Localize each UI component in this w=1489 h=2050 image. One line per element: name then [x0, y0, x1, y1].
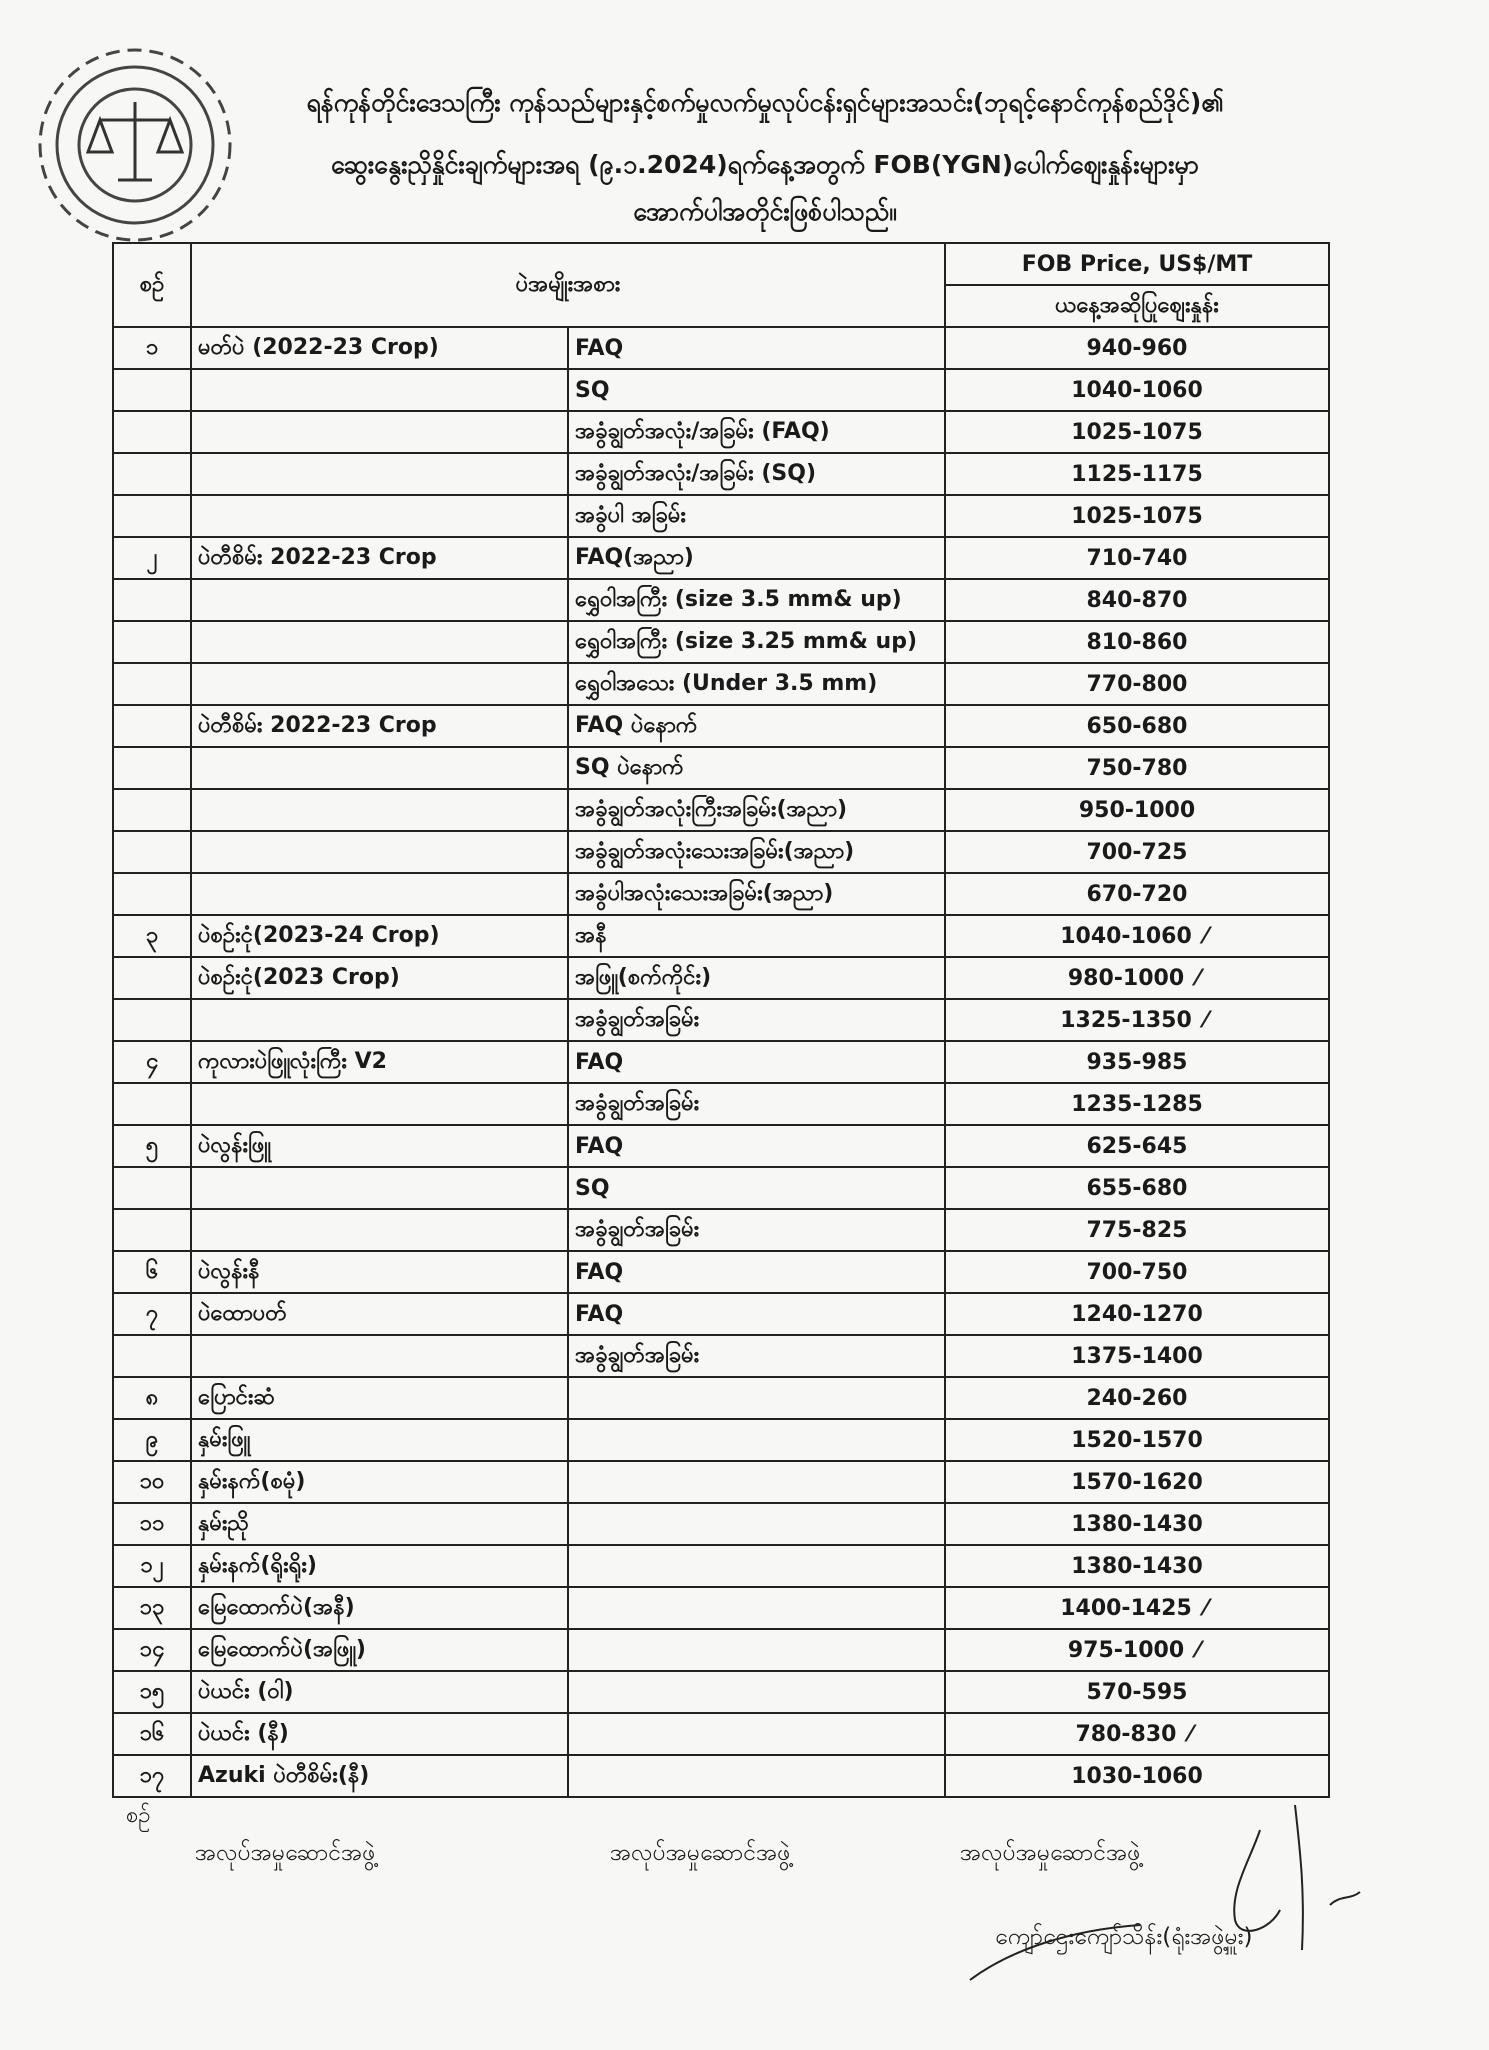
row-grade [568, 873, 945, 915]
row-name [191, 1125, 568, 1167]
row-no [113, 1125, 191, 1167]
row-price-text: 750-780 [1086, 755, 1188, 781]
row-price-text: 1570-1620 [1071, 1469, 1203, 1495]
row-grade-text: အခွံချွတ်အခြမ်း [575, 1006, 700, 1032]
row-grade-text: အခွံချွတ်အခြမ်း [575, 1216, 700, 1242]
row-no [113, 1419, 191, 1461]
row-price-text: 1235-1285 [1071, 1091, 1203, 1117]
row-name [191, 873, 568, 915]
row-no [113, 1041, 191, 1083]
row-price-text: 810-860 [1086, 629, 1188, 655]
table-row [113, 1083, 1329, 1125]
row-name [191, 1083, 568, 1125]
table-row [113, 1251, 1329, 1293]
row-price [945, 621, 1329, 663]
row-price-text: 940-960 [1086, 335, 1188, 361]
table-row [113, 1125, 1329, 1167]
table-row [113, 999, 1329, 1041]
row-grade-text: ရွှေဝါအကြီး (size 3.5 mm& up) [575, 586, 902, 612]
row-no [113, 621, 191, 663]
row-price-text: 1025-1075 [1071, 503, 1203, 529]
row-price [945, 1167, 1329, 1209]
row-price [945, 1713, 1329, 1755]
row-price-text: 950-1000 [1078, 797, 1196, 823]
row-price-text: 710-740 [1086, 545, 1188, 571]
row-no-text: ၁၃ [139, 1594, 165, 1620]
row-price-text: 1375-1400 [1071, 1343, 1203, 1369]
row-no-text: ၁၆ [139, 1720, 165, 1746]
row-price [945, 915, 1329, 957]
row-price [945, 1377, 1329, 1419]
row-no-text: ၁၂ [140, 1552, 164, 1578]
table-row [113, 621, 1329, 663]
row-price [945, 369, 1329, 411]
price-table-body [113, 327, 1329, 1797]
row-no [113, 537, 191, 579]
row-no [113, 915, 191, 957]
row-price-text: 1125-1175 [1071, 461, 1203, 487]
row-price [945, 327, 1329, 369]
row-grade [568, 831, 945, 873]
row-no [113, 1083, 191, 1125]
row-no [113, 999, 191, 1041]
footer-label: စဉ် [126, 1803, 151, 1828]
row-no-text: ၄ [145, 1048, 159, 1074]
row-no-text: ၂ [146, 544, 158, 570]
check-mark-icon: ⁄ [1196, 965, 1200, 991]
row-no-text: ၅ [145, 1132, 159, 1158]
row-name [191, 1671, 568, 1713]
signatory-name: ကျော်ဌေးကျော်သိန်း(ရုံးအဖွဲ့မှူး) [995, 1924, 1253, 1950]
row-grade [568, 621, 945, 663]
row-price [945, 1503, 1329, 1545]
row-grade-text: SQ [575, 377, 610, 403]
table-row [113, 1335, 1329, 1377]
table-row [113, 1419, 1329, 1461]
row-no-text: ၉ [145, 1426, 159, 1452]
handwritten-signature [950, 1800, 1390, 2050]
row-price [945, 579, 1329, 621]
row-grade [568, 1713, 945, 1755]
row-grade-text: FAQ [575, 1259, 624, 1285]
row-price-text: 700-750 [1086, 1259, 1188, 1285]
check-mark-icon: ⁄ [1196, 1637, 1200, 1663]
signature-label-1: အလုပ်အမှုဆောင်အဖွဲ့ [195, 1840, 376, 1866]
row-price [945, 1419, 1329, 1461]
row-grade-text: FAQ [575, 1301, 624, 1327]
row-grade-text: SQ [575, 1175, 610, 1201]
table-row [113, 1293, 1329, 1335]
row-price-text: 780-830 [1075, 1721, 1177, 1747]
row-price-text: 240-260 [1086, 1385, 1188, 1411]
row-no [113, 1167, 191, 1209]
row-grade-text: အနီ [575, 922, 607, 948]
document-heading-line-3: အောက်ပါအတိုင်းဖြစ်ပါသည်။ [633, 197, 897, 226]
row-grade-text: ရွှေဝါအကြီး (size 3.25 mm& up) [575, 628, 917, 654]
row-grade [568, 1461, 945, 1503]
table-row [113, 1461, 1329, 1503]
row-name [191, 999, 568, 1041]
row-grade [568, 1209, 945, 1251]
row-price [945, 831, 1329, 873]
row-name-text: ပဲတီစိမ်း 2022-23 Crop [198, 712, 437, 738]
row-no-text: ၃ [145, 922, 159, 948]
row-price-text: 770-800 [1086, 671, 1188, 697]
row-no-text: ၁၄ [139, 1636, 165, 1662]
row-name [191, 411, 568, 453]
row-no [113, 1335, 191, 1377]
row-name [191, 1335, 568, 1377]
row-name-text: ပဲယင်း (နီ) [198, 1720, 289, 1746]
col-header-price: FOB Price, US$/MT [945, 243, 1329, 285]
row-price-text: 1025-1075 [1071, 419, 1203, 445]
row-no [113, 747, 191, 789]
row-name [191, 495, 568, 537]
row-grade-text: အခွံချွတ်အလုံး/အခြမ်း (SQ) [575, 460, 817, 486]
row-grade [568, 1125, 945, 1167]
row-name-text: ပဲထောပတ် [198, 1300, 287, 1326]
row-grade [568, 999, 945, 1041]
row-no [113, 1671, 191, 1713]
row-name [191, 537, 568, 579]
row-price [945, 1125, 1329, 1167]
row-grade-text: အခွံချွတ်အခြမ်း [575, 1342, 700, 1368]
row-name [191, 1503, 568, 1545]
table-row [113, 369, 1329, 411]
row-no [113, 873, 191, 915]
check-mark-icon: ⁄ [1188, 1721, 1193, 1747]
row-grade [568, 1377, 945, 1419]
row-name [191, 831, 568, 873]
row-name [191, 579, 568, 621]
row-name [191, 1713, 568, 1755]
row-name-text: ပဲစဉ်းငုံ(2023 Crop) [198, 964, 400, 990]
col-header-name: ပဲအမျိုးအစား [191, 243, 945, 327]
table-row [113, 579, 1329, 621]
row-price [945, 1293, 1329, 1335]
row-no-text: ၁၀ [139, 1468, 165, 1494]
row-no-text: ၆ [145, 1258, 159, 1284]
row-price-text: 1040-1060 [1060, 923, 1192, 949]
row-price [945, 1461, 1329, 1503]
row-price-text: 670-720 [1086, 881, 1188, 907]
row-name [191, 1629, 568, 1671]
row-price [945, 999, 1329, 1041]
row-no [113, 1755, 191, 1797]
signature-label-2: အလုပ်အမှုဆောင်အဖွဲ့ [610, 1840, 791, 1866]
row-grade [568, 1083, 945, 1125]
row-no [113, 1503, 191, 1545]
row-price [945, 1629, 1329, 1671]
table-row [113, 1755, 1329, 1797]
table-row [113, 1167, 1329, 1209]
row-no [113, 327, 191, 369]
table-row [113, 1587, 1329, 1629]
row-grade-text: အဖြူ(စက်ကိုင်း) [575, 964, 712, 990]
row-no-text: ၁၁ [139, 1510, 165, 1536]
table-row [113, 1713, 1329, 1755]
row-no [113, 453, 191, 495]
col-header-no: စဉ် [113, 243, 191, 327]
row-grade [568, 705, 945, 747]
row-name-text: ပဲစဉ်းငုံ(2023-24 Crop) [198, 922, 440, 948]
row-name [191, 621, 568, 663]
table-row [113, 1545, 1329, 1587]
row-price [945, 1083, 1329, 1125]
table-row [113, 789, 1329, 831]
row-name [191, 327, 568, 369]
row-name-text: Azuki ပဲတီစိမ်း(နီ) [198, 1762, 370, 1788]
price-table [112, 242, 1330, 1798]
row-no [113, 957, 191, 999]
row-price-text: 700-725 [1086, 839, 1188, 865]
row-name [191, 1209, 568, 1251]
row-no-text: ၁၇ [139, 1762, 165, 1788]
row-price-text: 570-595 [1086, 1679, 1188, 1705]
table-row [113, 1209, 1329, 1251]
row-no [113, 789, 191, 831]
row-grade [568, 1671, 945, 1713]
row-price [945, 789, 1329, 831]
row-no [113, 831, 191, 873]
row-price-text: 650-680 [1086, 713, 1188, 739]
row-grade [568, 1293, 945, 1335]
row-name-text: မြေထောက်ပဲ(အနီ) [198, 1594, 355, 1620]
row-grade [568, 453, 945, 495]
row-price [945, 1755, 1329, 1797]
row-price-text: 655-680 [1086, 1175, 1188, 1201]
row-grade-text: အခွံချွတ်အလုံး/အခြမ်း (FAQ) [575, 418, 830, 444]
row-no [113, 705, 191, 747]
check-mark-icon: ⁄ [1203, 1007, 1208, 1033]
row-price [945, 1335, 1329, 1377]
row-grade-text: ရွှေဝါအသေး (Under 3.5 mm) [575, 670, 878, 696]
row-name [191, 915, 568, 957]
row-name [191, 1377, 568, 1419]
table-row [113, 1503, 1329, 1545]
row-grade [568, 1503, 945, 1545]
row-price [945, 663, 1329, 705]
row-no [113, 663, 191, 705]
row-name-text: ပဲတီစိမ်း 2022-23 Crop [198, 544, 437, 570]
table-row [113, 747, 1329, 789]
table-row [113, 957, 1329, 999]
row-price [945, 873, 1329, 915]
row-name [191, 1167, 568, 1209]
row-name [191, 1755, 568, 1797]
row-price-text: 1380-1430 [1071, 1511, 1203, 1537]
row-no [113, 1587, 191, 1629]
row-grade [568, 1041, 945, 1083]
row-name [191, 1251, 568, 1293]
row-price [945, 1041, 1329, 1083]
row-price [945, 495, 1329, 537]
row-grade [568, 1167, 945, 1209]
row-price-text: 1030-1060 [1071, 1763, 1203, 1789]
row-name-text: ပဲလွန်းဖြူ [198, 1132, 271, 1158]
row-price-text: 1400-1425 [1060, 1595, 1192, 1621]
document-heading-line-1: ရန်ကုန်တိုင်းဒေသကြီး ကုန်သည်များနှင့်စက်မှုလက်မှုလုပ်ငန်းရှင်များအသင်း(ဘုရင့်နောင်ကုန်စည်ဒိုင်)၏ [306, 88, 1224, 117]
row-name [191, 705, 568, 747]
row-grade-text: FAQ [575, 1133, 624, 1159]
row-name [191, 747, 568, 789]
row-name [191, 1041, 568, 1083]
row-name [191, 1461, 568, 1503]
row-grade-text: အခွံချွတ်အခြမ်း [575, 1090, 700, 1116]
row-grade-text: FAQ(အညာ) [575, 544, 694, 570]
row-grade [568, 663, 945, 705]
row-price-text: 625-645 [1086, 1133, 1188, 1159]
row-grade [568, 1545, 945, 1587]
row-name [191, 1545, 568, 1587]
row-no [113, 579, 191, 621]
row-name [191, 789, 568, 831]
row-grade-text: SQ ပဲနောက် [575, 754, 684, 780]
row-grade [568, 957, 945, 999]
row-grade [568, 1755, 945, 1797]
table-row [113, 873, 1329, 915]
row-price-text: 1520-1570 [1071, 1427, 1203, 1453]
row-name-text: နှမ်းညို [198, 1510, 249, 1536]
table-row [113, 705, 1329, 747]
row-name-text: နှမ်းနက်(ရိုးရိုး) [198, 1552, 317, 1578]
row-grade [568, 1587, 945, 1629]
row-name [191, 1293, 568, 1335]
row-grade [568, 495, 945, 537]
row-name [191, 1419, 568, 1461]
table-row [113, 453, 1329, 495]
row-grade [568, 579, 945, 621]
row-price [945, 1209, 1329, 1251]
row-grade [568, 747, 945, 789]
row-price-text: 775-825 [1086, 1217, 1188, 1243]
row-price [945, 453, 1329, 495]
row-grade [568, 411, 945, 453]
row-price [945, 411, 1329, 453]
row-price [945, 537, 1329, 579]
check-mark-icon: ⁄ [1203, 1595, 1208, 1621]
col-header-price-sub: ယနေ့အဆိုပြုဈေးနှုန်း [945, 285, 1329, 327]
row-no [113, 1209, 191, 1251]
row-name-text: နှမ်းဖြူ [198, 1426, 251, 1452]
row-price [945, 747, 1329, 789]
row-no-text: ၁၅ [139, 1678, 165, 1704]
row-name-text: ပြောင်းဆံ [198, 1384, 275, 1410]
row-price-text: 975-1000 [1067, 1637, 1185, 1663]
row-grade-text: အခွံပါအလုံးသေးအခြမ်း(အညာ) [575, 880, 834, 906]
row-grade-text: အခွံချွတ်အလုံးသေးအခြမ်း(အညာ) [575, 838, 855, 864]
row-name-text: နှမ်းနက်(စမုံ) [198, 1468, 306, 1494]
row-grade-text: အခွံပါ အခြမ်း [575, 502, 686, 528]
table-row [113, 495, 1329, 537]
row-name [191, 369, 568, 411]
row-no [113, 1251, 191, 1293]
row-no [113, 1461, 191, 1503]
row-grade [568, 369, 945, 411]
row-price [945, 957, 1329, 999]
table-row [113, 915, 1329, 957]
row-grade-text: အခွံချွတ်အလုံးကြီးအခြမ်း(အညာ) [575, 796, 848, 822]
row-name [191, 957, 568, 999]
row-price-text: 1380-1430 [1071, 1553, 1203, 1579]
row-grade [568, 327, 945, 369]
row-price-text: 935-985 [1086, 1049, 1188, 1075]
row-grade [568, 1251, 945, 1293]
check-mark-icon: ⁄ [1203, 923, 1208, 949]
table-row [113, 831, 1329, 873]
row-price [945, 705, 1329, 747]
row-price [945, 1671, 1329, 1713]
row-name [191, 453, 568, 495]
row-no [113, 1629, 191, 1671]
row-no [113, 411, 191, 453]
table-row [113, 1629, 1329, 1671]
row-no-text: ၁ [145, 334, 159, 360]
row-no [113, 1293, 191, 1335]
row-name-text: မြေထောက်ပဲ(အဖြူ) [198, 1636, 366, 1662]
table-row [113, 1377, 1329, 1419]
row-price-text: 980-1000 [1067, 965, 1185, 991]
row-grade [568, 1335, 945, 1377]
row-grade-text: FAQ ပဲနောက် [575, 712, 698, 738]
row-grade-text: FAQ [575, 335, 624, 361]
row-price-text: 1040-1060 [1071, 377, 1203, 403]
table-row [113, 327, 1329, 369]
row-no [113, 369, 191, 411]
row-name [191, 1587, 568, 1629]
table-row [113, 1041, 1329, 1083]
row-grade [568, 1419, 945, 1461]
table-row [113, 1671, 1329, 1713]
row-price-text: 1325-1350 [1060, 1007, 1192, 1033]
row-no [113, 1377, 191, 1419]
row-no-text: ၇ [145, 1300, 159, 1326]
row-name-text: ပဲယင်း (ဝါ) [198, 1678, 294, 1704]
row-grade [568, 915, 945, 957]
row-price-text: 840-870 [1086, 587, 1188, 613]
row-name [191, 663, 568, 705]
row-no [113, 1713, 191, 1755]
table-row [113, 663, 1329, 705]
row-no-text: ၈ [145, 1384, 159, 1410]
row-grade-text: FAQ [575, 1049, 624, 1075]
row-grade [568, 1629, 945, 1671]
table-row [113, 411, 1329, 453]
row-grade [568, 537, 945, 579]
row-no [113, 1545, 191, 1587]
row-name-text: ကုလားပဲဖြူလုံးကြီး V2 [198, 1048, 387, 1074]
signature-label-3: အလုပ်အမှုဆောင်အဖွဲ့ [960, 1840, 1141, 1866]
row-name-text: ပဲလွန်းနီ [198, 1258, 260, 1284]
row-price [945, 1251, 1329, 1293]
row-price [945, 1545, 1329, 1587]
row-price-text: 1240-1270 [1071, 1301, 1203, 1327]
row-no [113, 495, 191, 537]
row-price [945, 1587, 1329, 1629]
row-grade [568, 789, 945, 831]
table-row [113, 537, 1329, 579]
document-heading-line-2: ဆွေးနွေးညှိနှိုင်းချက်များအရ (၉.၁.2024)ရက်နေ့အတွက် FOB(YGN)ပေါက်ဈေးနှုန်းများမှာ [331, 150, 1199, 179]
row-name-text: မတ်ပဲ (2022-23 Crop) [198, 334, 439, 360]
